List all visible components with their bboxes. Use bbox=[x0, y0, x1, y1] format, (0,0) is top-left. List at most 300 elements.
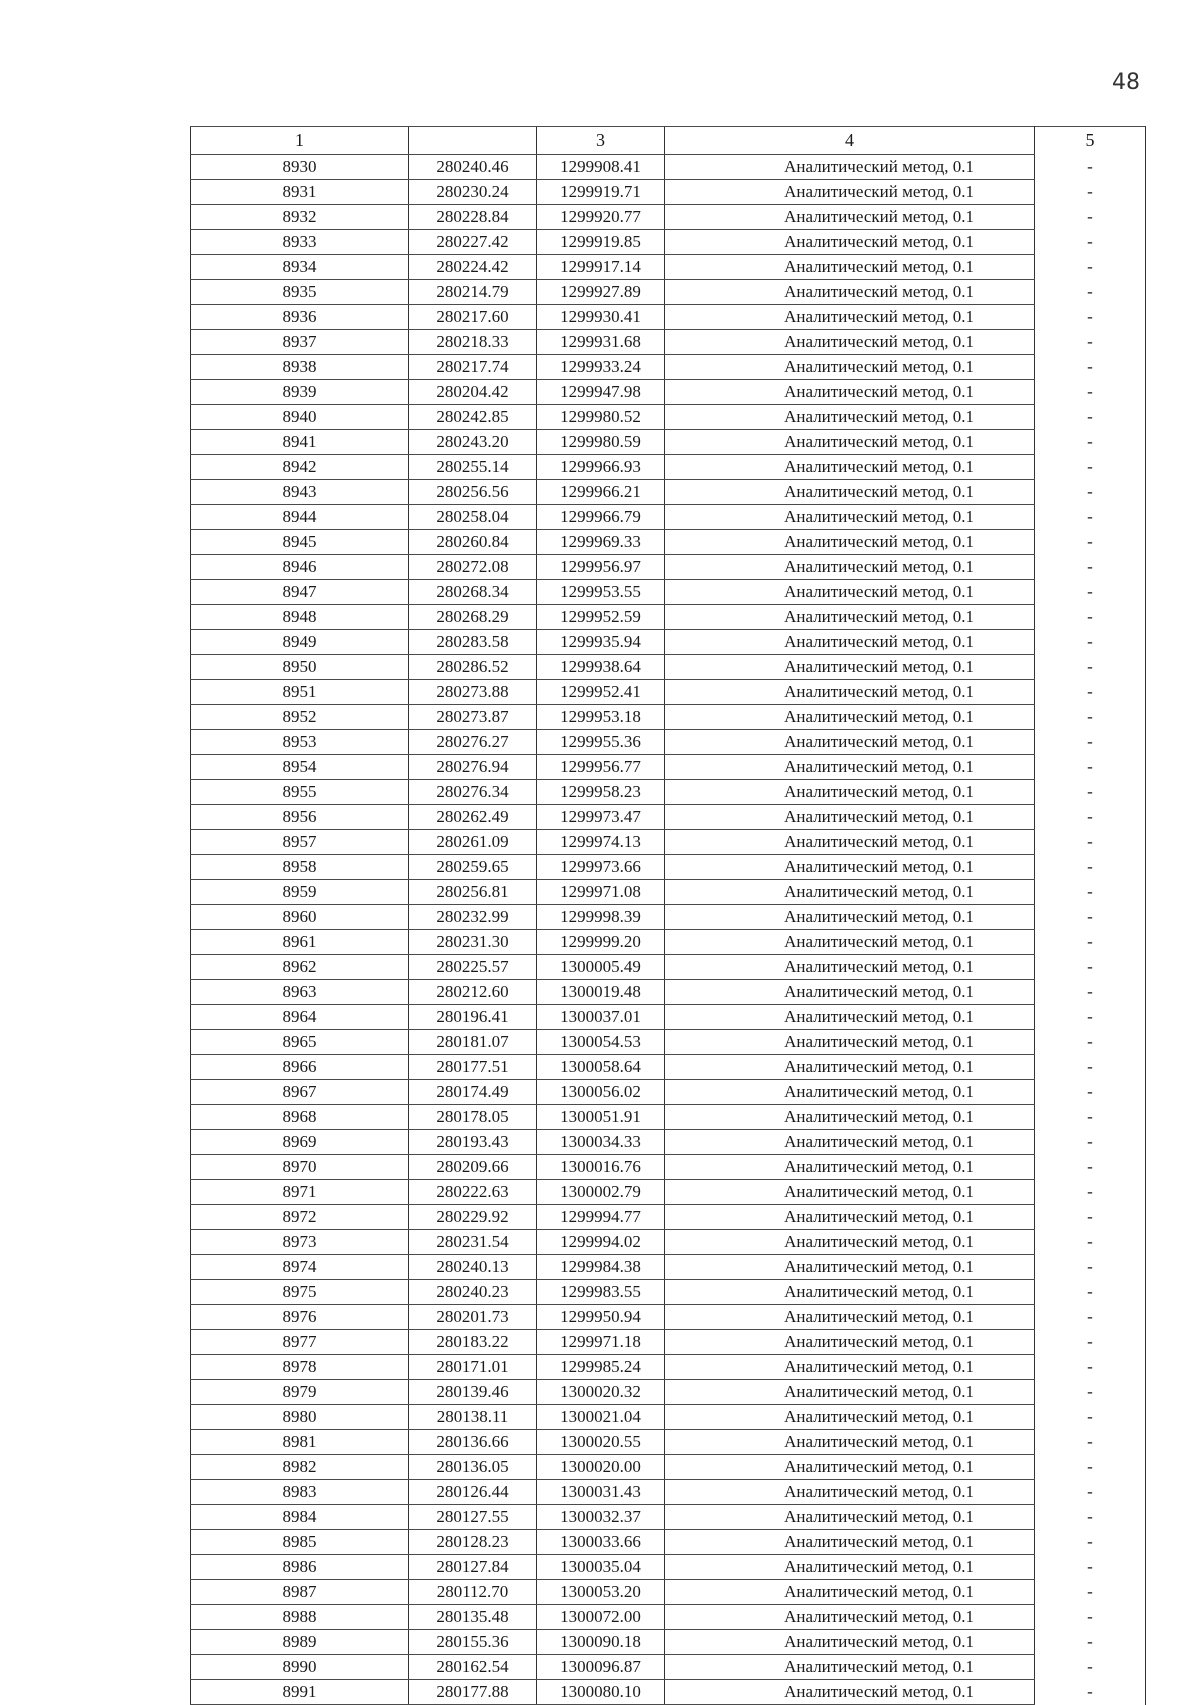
note-cell: - bbox=[1035, 1630, 1146, 1655]
table-row bbox=[191, 980, 1146, 1005]
point-number-cell: 8966 bbox=[191, 1055, 409, 1080]
point-number-cell: 8984 bbox=[191, 1505, 409, 1530]
point-number-cell: 8965 bbox=[191, 1030, 409, 1055]
method-cell: Аналитический метод, 0.1 bbox=[665, 1555, 1035, 1580]
method-cell: Аналитический метод, 0.1 bbox=[665, 655, 1035, 680]
point-number-cell: 8961 bbox=[191, 930, 409, 955]
table-row bbox=[191, 1130, 1146, 1155]
note-cell: - bbox=[1035, 855, 1146, 880]
method-cell: Аналитический метод, 0.1 bbox=[665, 905, 1035, 930]
note-cell: - bbox=[1035, 1655, 1146, 1680]
method-cell: Аналитический метод, 0.1 bbox=[665, 1430, 1035, 1455]
header-col-4: 4 bbox=[665, 127, 1035, 155]
method-cell: Аналитический метод, 0.1 bbox=[665, 1305, 1035, 1330]
note-cell: - bbox=[1035, 355, 1146, 380]
x-coordinate-cell: 280139.46 bbox=[409, 1380, 537, 1405]
page-number: 48 bbox=[1112, 70, 1140, 95]
method-cell: Аналитический метод, 0.1 bbox=[665, 830, 1035, 855]
point-number-cell: 8986 bbox=[191, 1555, 409, 1580]
y-coordinate-cell: 1299999.20 bbox=[537, 930, 665, 955]
y-coordinate-cell: 1299966.93 bbox=[537, 455, 665, 480]
y-coordinate-cell: 1299980.52 bbox=[537, 405, 665, 430]
note-cell: - bbox=[1035, 455, 1146, 480]
point-number-cell: 8955 bbox=[191, 780, 409, 805]
point-number-cell: 8931 bbox=[191, 180, 409, 205]
point-number-cell: 8967 bbox=[191, 1080, 409, 1105]
note-cell: - bbox=[1035, 555, 1146, 580]
table-row bbox=[191, 580, 1146, 605]
method-cell: Аналитический метод, 0.1 bbox=[665, 1405, 1035, 1430]
method-cell: Аналитический метод, 0.1 bbox=[665, 180, 1035, 205]
x-coordinate-cell: 280240.46 bbox=[409, 155, 537, 180]
point-number-cell: 8948 bbox=[191, 605, 409, 630]
x-coordinate-cell: 280181.07 bbox=[409, 1030, 537, 1055]
table-row bbox=[191, 1405, 1146, 1430]
note-cell: - bbox=[1035, 1430, 1146, 1455]
method-cell: Аналитический метод, 0.1 bbox=[665, 955, 1035, 980]
point-number-cell: 8976 bbox=[191, 1305, 409, 1330]
method-cell: Аналитический метод, 0.1 bbox=[665, 1080, 1035, 1105]
x-coordinate-cell: 280276.34 bbox=[409, 780, 537, 805]
y-coordinate-cell: 1299966.21 bbox=[537, 480, 665, 505]
y-coordinate-cell: 1300054.53 bbox=[537, 1030, 665, 1055]
table-row bbox=[191, 655, 1146, 680]
table-row bbox=[191, 1355, 1146, 1380]
x-coordinate-cell: 280127.84 bbox=[409, 1555, 537, 1580]
point-number-cell: 8935 bbox=[191, 280, 409, 305]
note-cell: - bbox=[1035, 1455, 1146, 1480]
coordinates-table bbox=[190, 126, 1146, 1705]
point-number-cell: 8964 bbox=[191, 1005, 409, 1030]
method-cell: Аналитический метод, 0.1 bbox=[665, 1130, 1035, 1155]
table-row bbox=[191, 380, 1146, 405]
header-col-2 bbox=[409, 127, 537, 155]
note-cell: - bbox=[1035, 880, 1146, 905]
method-cell: Аналитический метод, 0.1 bbox=[665, 255, 1035, 280]
point-number-cell: 8943 bbox=[191, 480, 409, 505]
table-row bbox=[191, 1580, 1146, 1605]
note-cell: - bbox=[1035, 180, 1146, 205]
x-coordinate-cell: 280256.56 bbox=[409, 480, 537, 505]
method-cell: Аналитический метод, 0.1 bbox=[665, 1180, 1035, 1205]
point-number-cell: 8949 bbox=[191, 630, 409, 655]
y-coordinate-cell: 1300021.04 bbox=[537, 1405, 665, 1430]
method-cell: Аналитический метод, 0.1 bbox=[665, 355, 1035, 380]
method-cell: Аналитический метод, 0.1 bbox=[665, 280, 1035, 305]
point-number-cell: 8942 bbox=[191, 455, 409, 480]
x-coordinate-cell: 280177.51 bbox=[409, 1055, 537, 1080]
table-row bbox=[191, 1305, 1146, 1330]
table-row bbox=[191, 1105, 1146, 1130]
note-cell: - bbox=[1035, 405, 1146, 430]
y-coordinate-cell: 1299994.02 bbox=[537, 1230, 665, 1255]
y-coordinate-cell: 1299969.33 bbox=[537, 530, 665, 555]
y-coordinate-cell: 1299973.66 bbox=[537, 855, 665, 880]
method-cell: Аналитический метод, 0.1 bbox=[665, 1455, 1035, 1480]
x-coordinate-cell: 280209.66 bbox=[409, 1155, 537, 1180]
note-cell: - bbox=[1035, 1355, 1146, 1380]
point-number-cell: 8980 bbox=[191, 1405, 409, 1430]
table-row bbox=[191, 405, 1146, 430]
x-coordinate-cell: 280227.42 bbox=[409, 230, 537, 255]
note-cell: - bbox=[1035, 1580, 1146, 1605]
x-coordinate-cell: 280262.49 bbox=[409, 805, 537, 830]
table-row bbox=[191, 755, 1146, 780]
x-coordinate-cell: 280259.65 bbox=[409, 855, 537, 880]
method-cell: Аналитический метод, 0.1 bbox=[665, 1605, 1035, 1630]
y-coordinate-cell: 1299955.36 bbox=[537, 730, 665, 755]
method-cell: Аналитический метод, 0.1 bbox=[665, 405, 1035, 430]
method-cell: Аналитический метод, 0.1 bbox=[665, 1280, 1035, 1305]
y-coordinate-cell: 1299919.71 bbox=[537, 180, 665, 205]
point-number-cell: 8958 bbox=[191, 855, 409, 880]
method-cell: Аналитический метод, 0.1 bbox=[665, 505, 1035, 530]
x-coordinate-cell: 280126.44 bbox=[409, 1480, 537, 1505]
method-cell: Аналитический метод, 0.1 bbox=[665, 1505, 1035, 1530]
note-cell: - bbox=[1035, 305, 1146, 330]
note-cell: - bbox=[1035, 1005, 1146, 1030]
table-row bbox=[191, 555, 1146, 580]
x-coordinate-cell: 280193.43 bbox=[409, 1130, 537, 1155]
x-coordinate-cell: 280225.57 bbox=[409, 955, 537, 980]
x-coordinate-cell: 280135.48 bbox=[409, 1605, 537, 1630]
table-row bbox=[191, 1055, 1146, 1080]
method-cell: Аналитический метод, 0.1 bbox=[665, 1230, 1035, 1255]
x-coordinate-cell: 280273.87 bbox=[409, 705, 537, 730]
coordinates-table-container bbox=[190, 126, 1145, 1705]
table-row bbox=[191, 180, 1146, 205]
y-coordinate-cell: 1299974.13 bbox=[537, 830, 665, 855]
point-number-cell: 8933 bbox=[191, 230, 409, 255]
method-cell: Аналитический метод, 0.1 bbox=[665, 205, 1035, 230]
x-coordinate-cell: 280240.13 bbox=[409, 1255, 537, 1280]
method-cell: Аналитический метод, 0.1 bbox=[665, 1680, 1035, 1705]
y-coordinate-cell: 1299985.24 bbox=[537, 1355, 665, 1380]
x-coordinate-cell: 280196.41 bbox=[409, 1005, 537, 1030]
y-coordinate-cell: 1299950.94 bbox=[537, 1305, 665, 1330]
method-cell: Аналитический метод, 0.1 bbox=[665, 1480, 1035, 1505]
y-coordinate-cell: 1300034.33 bbox=[537, 1130, 665, 1155]
point-number-cell: 8983 bbox=[191, 1480, 409, 1505]
x-coordinate-cell: 280283.58 bbox=[409, 630, 537, 655]
point-number-cell: 8977 bbox=[191, 1330, 409, 1355]
y-coordinate-cell: 1300053.20 bbox=[537, 1580, 665, 1605]
x-coordinate-cell: 280222.63 bbox=[409, 1180, 537, 1205]
y-coordinate-cell: 1299998.39 bbox=[537, 905, 665, 930]
method-cell: Аналитический метод, 0.1 bbox=[665, 1205, 1035, 1230]
x-coordinate-cell: 280230.24 bbox=[409, 180, 537, 205]
x-coordinate-cell: 280272.08 bbox=[409, 555, 537, 580]
y-coordinate-cell: 1300080.10 bbox=[537, 1680, 665, 1705]
method-cell: Аналитический метод, 0.1 bbox=[665, 430, 1035, 455]
x-coordinate-cell: 280183.22 bbox=[409, 1330, 537, 1355]
point-number-cell: 8971 bbox=[191, 1180, 409, 1205]
method-cell: Аналитический метод, 0.1 bbox=[665, 1380, 1035, 1405]
point-number-cell: 8972 bbox=[191, 1205, 409, 1230]
point-number-cell: 8937 bbox=[191, 330, 409, 355]
y-coordinate-cell: 1299973.47 bbox=[537, 805, 665, 830]
x-coordinate-cell: 280178.05 bbox=[409, 1105, 537, 1130]
x-coordinate-cell: 280256.81 bbox=[409, 880, 537, 905]
method-cell: Аналитический метод, 0.1 bbox=[665, 480, 1035, 505]
table-row bbox=[191, 505, 1146, 530]
y-coordinate-cell: 1299983.55 bbox=[537, 1280, 665, 1305]
note-cell: - bbox=[1035, 1155, 1146, 1180]
point-number-cell: 8963 bbox=[191, 980, 409, 1005]
x-coordinate-cell: 280155.36 bbox=[409, 1630, 537, 1655]
y-coordinate-cell: 1299947.98 bbox=[537, 380, 665, 405]
point-number-cell: 8938 bbox=[191, 355, 409, 380]
method-cell: Аналитический метод, 0.1 bbox=[665, 680, 1035, 705]
note-cell: - bbox=[1035, 230, 1146, 255]
point-number-cell: 8945 bbox=[191, 530, 409, 555]
point-number-cell: 8936 bbox=[191, 305, 409, 330]
x-coordinate-cell: 280260.84 bbox=[409, 530, 537, 555]
table-row bbox=[191, 1255, 1146, 1280]
note-cell: - bbox=[1035, 505, 1146, 530]
y-coordinate-cell: 1299920.77 bbox=[537, 205, 665, 230]
table-row bbox=[191, 730, 1146, 755]
note-cell: - bbox=[1035, 1505, 1146, 1530]
table-row bbox=[191, 680, 1146, 705]
table-row bbox=[191, 305, 1146, 330]
point-number-cell: 8930 bbox=[191, 155, 409, 180]
method-cell: Аналитический метод, 0.1 bbox=[665, 580, 1035, 605]
x-coordinate-cell: 280231.30 bbox=[409, 930, 537, 955]
y-coordinate-cell: 1299994.77 bbox=[537, 1205, 665, 1230]
table-row bbox=[191, 1180, 1146, 1205]
note-cell: - bbox=[1035, 280, 1146, 305]
point-number-cell: 8941 bbox=[191, 430, 409, 455]
method-cell: Аналитический метод, 0.1 bbox=[665, 1655, 1035, 1680]
x-coordinate-cell: 280128.23 bbox=[409, 1530, 537, 1555]
note-cell: - bbox=[1035, 330, 1146, 355]
table-body bbox=[191, 155, 1146, 1705]
method-cell: Аналитический метод, 0.1 bbox=[665, 530, 1035, 555]
point-number-cell: 8989 bbox=[191, 1630, 409, 1655]
table-row bbox=[191, 880, 1146, 905]
table-row bbox=[191, 1530, 1146, 1555]
y-coordinate-cell: 1299927.89 bbox=[537, 280, 665, 305]
note-cell: - bbox=[1035, 705, 1146, 730]
y-coordinate-cell: 1300020.32 bbox=[537, 1380, 665, 1405]
point-number-cell: 8932 bbox=[191, 205, 409, 230]
point-number-cell: 8962 bbox=[191, 955, 409, 980]
method-cell: Аналитический метод, 0.1 bbox=[665, 1155, 1035, 1180]
table-row bbox=[191, 855, 1146, 880]
table-row bbox=[191, 1280, 1146, 1305]
x-coordinate-cell: 280171.01 bbox=[409, 1355, 537, 1380]
table-row bbox=[191, 480, 1146, 505]
table-row bbox=[191, 930, 1146, 955]
point-number-cell: 8988 bbox=[191, 1605, 409, 1630]
point-number-cell: 8973 bbox=[191, 1230, 409, 1255]
note-cell: - bbox=[1035, 955, 1146, 980]
method-cell: Аналитический метод, 0.1 bbox=[665, 155, 1035, 180]
header-col-5: 5 bbox=[1035, 127, 1146, 155]
x-coordinate-cell: 280268.34 bbox=[409, 580, 537, 605]
x-coordinate-cell: 280231.54 bbox=[409, 1230, 537, 1255]
table-row bbox=[191, 1230, 1146, 1255]
point-number-cell: 8960 bbox=[191, 905, 409, 930]
table-row bbox=[191, 1030, 1146, 1055]
table-row bbox=[191, 955, 1146, 980]
note-cell: - bbox=[1035, 255, 1146, 280]
y-coordinate-cell: 1299930.41 bbox=[537, 305, 665, 330]
point-number-cell: 8946 bbox=[191, 555, 409, 580]
table-row bbox=[191, 1330, 1146, 1355]
table-row bbox=[191, 1505, 1146, 1530]
header-col-1: 1 bbox=[191, 127, 409, 155]
note-cell: - bbox=[1035, 1130, 1146, 1155]
point-number-cell: 8969 bbox=[191, 1130, 409, 1155]
note-cell: - bbox=[1035, 1555, 1146, 1580]
note-cell: - bbox=[1035, 1480, 1146, 1505]
table-row bbox=[191, 455, 1146, 480]
y-coordinate-cell: 1299966.79 bbox=[537, 505, 665, 530]
point-number-cell: 8939 bbox=[191, 380, 409, 405]
method-cell: Аналитический метод, 0.1 bbox=[665, 1355, 1035, 1380]
point-number-cell: 8944 bbox=[191, 505, 409, 530]
x-coordinate-cell: 280255.14 bbox=[409, 455, 537, 480]
y-coordinate-cell: 1299931.68 bbox=[537, 330, 665, 355]
note-cell: - bbox=[1035, 155, 1146, 180]
x-coordinate-cell: 280174.49 bbox=[409, 1080, 537, 1105]
method-cell: Аналитический метод, 0.1 bbox=[665, 1005, 1035, 1030]
note-cell: - bbox=[1035, 780, 1146, 805]
point-number-cell: 8979 bbox=[191, 1380, 409, 1405]
point-number-cell: 8954 bbox=[191, 755, 409, 780]
note-cell: - bbox=[1035, 755, 1146, 780]
table-row bbox=[191, 330, 1146, 355]
method-cell: Аналитический метод, 0.1 bbox=[665, 380, 1035, 405]
method-cell: Аналитический метод, 0.1 bbox=[665, 1255, 1035, 1280]
x-coordinate-cell: 280217.74 bbox=[409, 355, 537, 380]
point-number-cell: 8990 bbox=[191, 1655, 409, 1680]
y-coordinate-cell: 1299980.59 bbox=[537, 430, 665, 455]
y-coordinate-cell: 1299952.59 bbox=[537, 605, 665, 630]
method-cell: Аналитический метод, 0.1 bbox=[665, 330, 1035, 355]
point-number-cell: 8970 bbox=[191, 1155, 409, 1180]
method-cell: Аналитический метод, 0.1 bbox=[665, 1055, 1035, 1080]
x-coordinate-cell: 280212.60 bbox=[409, 980, 537, 1005]
table-row bbox=[191, 155, 1146, 180]
point-number-cell: 8957 bbox=[191, 830, 409, 855]
x-coordinate-cell: 280232.99 bbox=[409, 905, 537, 930]
method-cell: Аналитический метод, 0.1 bbox=[665, 1330, 1035, 1355]
note-cell: - bbox=[1035, 730, 1146, 755]
x-coordinate-cell: 280162.54 bbox=[409, 1655, 537, 1680]
table-row bbox=[191, 430, 1146, 455]
x-coordinate-cell: 280243.20 bbox=[409, 430, 537, 455]
note-cell: - bbox=[1035, 1280, 1146, 1305]
y-coordinate-cell: 1300056.02 bbox=[537, 1080, 665, 1105]
table-row bbox=[191, 530, 1146, 555]
y-coordinate-cell: 1300058.64 bbox=[537, 1055, 665, 1080]
y-coordinate-cell: 1299958.23 bbox=[537, 780, 665, 805]
y-coordinate-cell: 1300072.00 bbox=[537, 1605, 665, 1630]
table-row bbox=[191, 205, 1146, 230]
note-cell: - bbox=[1035, 480, 1146, 505]
note-cell: - bbox=[1035, 905, 1146, 930]
table-row bbox=[191, 1555, 1146, 1580]
y-coordinate-cell: 1299956.77 bbox=[537, 755, 665, 780]
x-coordinate-cell: 280224.42 bbox=[409, 255, 537, 280]
y-coordinate-cell: 1300033.66 bbox=[537, 1530, 665, 1555]
point-number-cell: 8968 bbox=[191, 1105, 409, 1130]
note-cell: - bbox=[1035, 1380, 1146, 1405]
table-row bbox=[191, 1155, 1146, 1180]
table-row bbox=[191, 805, 1146, 830]
x-coordinate-cell: 280228.84 bbox=[409, 205, 537, 230]
y-coordinate-cell: 1299938.64 bbox=[537, 655, 665, 680]
y-coordinate-cell: 1300020.55 bbox=[537, 1430, 665, 1455]
method-cell: Аналитический метод, 0.1 bbox=[665, 555, 1035, 580]
table-row bbox=[191, 905, 1146, 930]
y-coordinate-cell: 1299971.08 bbox=[537, 880, 665, 905]
method-cell: Аналитический метод, 0.1 bbox=[665, 755, 1035, 780]
note-cell: - bbox=[1035, 430, 1146, 455]
note-cell: - bbox=[1035, 680, 1146, 705]
x-coordinate-cell: 280258.04 bbox=[409, 505, 537, 530]
table-row bbox=[191, 1430, 1146, 1455]
x-coordinate-cell: 280201.73 bbox=[409, 1305, 537, 1330]
point-number-cell: 8981 bbox=[191, 1430, 409, 1455]
note-cell: - bbox=[1035, 1305, 1146, 1330]
x-coordinate-cell: 280261.09 bbox=[409, 830, 537, 855]
note-cell: - bbox=[1035, 1030, 1146, 1055]
point-number-cell: 8951 bbox=[191, 680, 409, 705]
y-coordinate-cell: 1299971.18 bbox=[537, 1330, 665, 1355]
method-cell: Аналитический метод, 0.1 bbox=[665, 305, 1035, 330]
table-row bbox=[191, 230, 1146, 255]
method-cell: Аналитический метод, 0.1 bbox=[665, 630, 1035, 655]
point-number-cell: 8982 bbox=[191, 1455, 409, 1480]
table-row bbox=[191, 1205, 1146, 1230]
y-coordinate-cell: 1300032.37 bbox=[537, 1505, 665, 1530]
table-row bbox=[191, 1005, 1146, 1030]
table-row bbox=[191, 255, 1146, 280]
note-cell: - bbox=[1035, 1180, 1146, 1205]
y-coordinate-cell: 1299952.41 bbox=[537, 680, 665, 705]
point-number-cell: 8934 bbox=[191, 255, 409, 280]
y-coordinate-cell: 1300002.79 bbox=[537, 1180, 665, 1205]
y-coordinate-cell: 1300019.48 bbox=[537, 980, 665, 1005]
x-coordinate-cell: 280217.60 bbox=[409, 305, 537, 330]
note-cell: - bbox=[1035, 605, 1146, 630]
y-coordinate-cell: 1300020.00 bbox=[537, 1455, 665, 1480]
note-cell: - bbox=[1035, 205, 1146, 230]
table-row bbox=[191, 1630, 1146, 1655]
x-coordinate-cell: 280273.88 bbox=[409, 680, 537, 705]
note-cell: - bbox=[1035, 1605, 1146, 1630]
header-col-3: 3 bbox=[537, 127, 665, 155]
method-cell: Аналитический метод, 0.1 bbox=[665, 605, 1035, 630]
note-cell: - bbox=[1035, 1205, 1146, 1230]
x-coordinate-cell: 280136.05 bbox=[409, 1455, 537, 1480]
x-coordinate-cell: 280240.23 bbox=[409, 1280, 537, 1305]
table-row bbox=[191, 355, 1146, 380]
table-row bbox=[191, 1680, 1146, 1705]
x-coordinate-cell: 280229.92 bbox=[409, 1205, 537, 1230]
x-coordinate-cell: 280214.79 bbox=[409, 280, 537, 305]
method-cell: Аналитический метод, 0.1 bbox=[665, 230, 1035, 255]
point-number-cell: 8940 bbox=[191, 405, 409, 430]
point-number-cell: 8974 bbox=[191, 1255, 409, 1280]
x-coordinate-cell: 280136.66 bbox=[409, 1430, 537, 1455]
y-coordinate-cell: 1300005.49 bbox=[537, 955, 665, 980]
x-coordinate-cell: 280218.33 bbox=[409, 330, 537, 355]
